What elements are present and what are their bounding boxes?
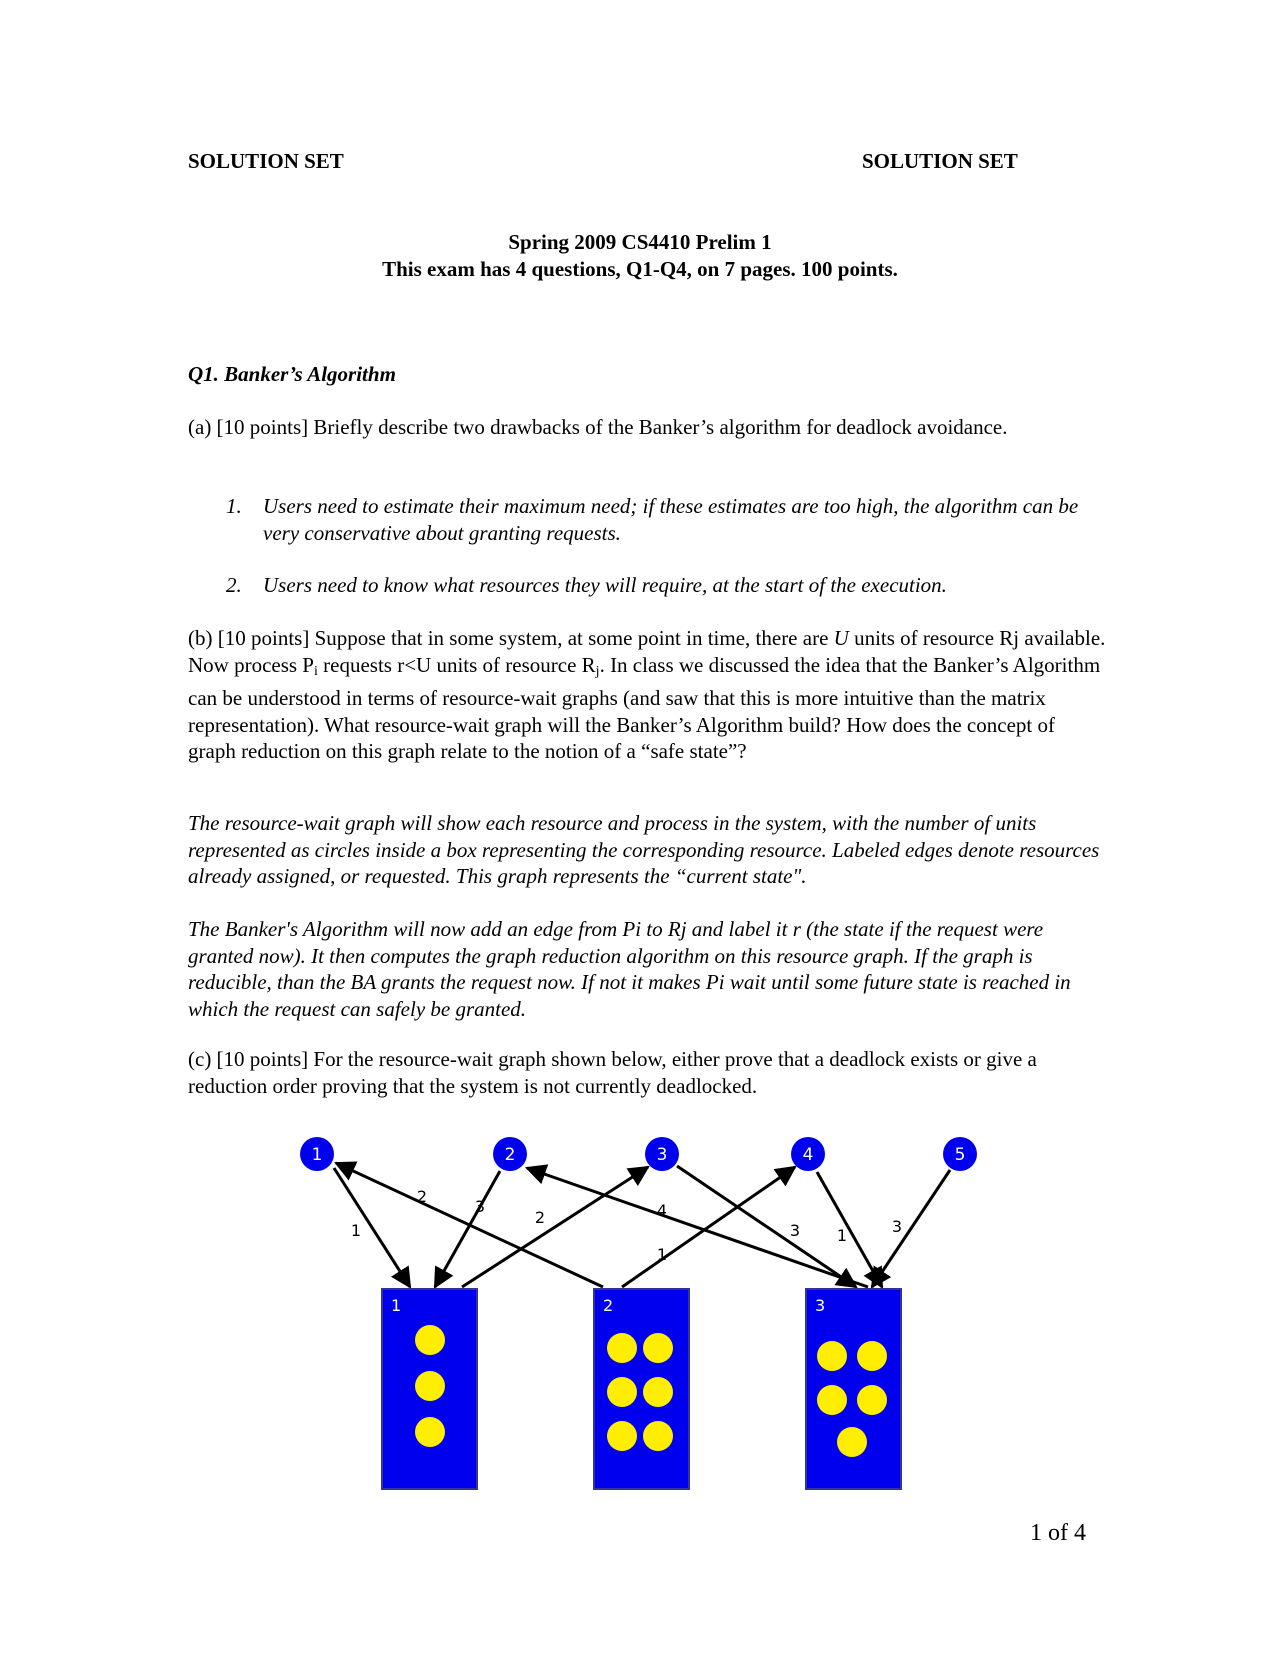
resource-unit-dot [607, 1377, 637, 1407]
process-label-1: 1 [311, 1145, 323, 1165]
q1-heading: Q1. Banker’s Algorithm [188, 362, 396, 386]
process-label-3: 3 [656, 1145, 668, 1165]
resource-unit-dot [415, 1325, 445, 1355]
q1b-sub-j: j [595, 663, 600, 679]
resource-label-2: 2 [603, 1296, 614, 1315]
edge-p3-to-r3 [677, 1166, 856, 1287]
edge-label: 2 [534, 1208, 546, 1227]
process-label-5: 5 [954, 1145, 966, 1165]
resource-unit-dot [643, 1421, 673, 1451]
edge-label: 3 [474, 1197, 486, 1216]
q1b-prompt-part1: (b) [10 points] Suppose that in some system, at some point in time, there are [188, 626, 834, 650]
exam-title-line2: This exam has 4 questions, Q1-Q4, on 7 pages. 100 points. [382, 257, 898, 281]
resource-unit-dot [857, 1341, 887, 1371]
edge-label: 1 [350, 1221, 362, 1240]
q1b-prompt-U: U [833, 626, 849, 650]
resource-unit-dot [643, 1377, 673, 1407]
resource-unit-dot [837, 1427, 867, 1457]
resource-unit-dot [415, 1417, 445, 1447]
edge-r1-to-p3 [462, 1167, 648, 1287]
resource-unit-dot [607, 1421, 637, 1451]
edge-label: 4 [656, 1201, 668, 1220]
q1b-answer-2: The Banker's Algorithm will now add an edge from Pi to Rj and label it r (the state if the request were granted now). It then computes the graph reduction algorithm on this resource graph. If the graph is reducible, than the BA grants the request now. If not it makes Pi wait until some future state is reached in which the request can safely be granted. [188, 917, 1071, 1021]
resource-box-3 [806, 1289, 901, 1489]
q1b-prompt-part4: . In class we discussed the idea that the Banker’s Algorithm can be understood in terms of resource-wait graphs (and saw that this is more intuitive than the matrix representation). What resource-wait graph will the Banker’s Algorithm build? How does the concept of graph reduction on this graph relate to the notion of a “safe state”? [188, 652, 1101, 763]
resource-unit-dot [607, 1333, 637, 1363]
edge-label: 1 [836, 1226, 848, 1245]
q1a-answer-2-text: Users need to know what resources they will require, at the start of the execution. [263, 573, 947, 597]
q1b-answer-1: The resource-wait graph will show each resource and process in the system, with the number of units represented as circles inside a box representing the corresponding resource. Labeled edges denote resources already assigned, or requested. This graph represents the “current state". [188, 811, 1100, 888]
edge-p1-to-r1 [334, 1168, 410, 1287]
resource-unit-dot [817, 1341, 847, 1371]
q1a-answer-1-text: Users need to estimate their maximum need; if these estimates are too high, the algorithm can be very conservative about granting requests. [263, 494, 1079, 545]
edge-label: 2 [416, 1187, 428, 1206]
q1a-prompt: (a) [10 points] Briefly describe two drawbacks of the Banker’s algorithm for deadlock avoidance. [188, 415, 1008, 439]
resource-label-1: 1 [391, 1296, 402, 1315]
edge-label: 1 [656, 1245, 668, 1264]
edge-r3-to-p2 [527, 1168, 868, 1287]
edge-p5-to-r3 [872, 1170, 950, 1287]
q1c-prompt: (c) [10 points] For the resource-wait graph shown below, either prove that a deadlock exists or give a reduction order proving that the system is not currently deadlocked. [188, 1047, 1037, 1098]
exam-title-line1: Spring 2009 CS4410 Prelim 1 [508, 230, 772, 254]
q1a-answer-2-number: 2. [226, 573, 242, 597]
edge-label: 3 [789, 1221, 801, 1240]
edge-p4-to-r3 [817, 1172, 882, 1287]
q1b-sub-i: i [314, 663, 318, 679]
process-label-4: 4 [802, 1145, 814, 1165]
resource-unit-dot [415, 1371, 445, 1401]
resource-unit-dot [857, 1385, 887, 1415]
page-number: 1 of 4 [1030, 1520, 1086, 1546]
resource-unit-dot [643, 1333, 673, 1363]
q1b-prompt-part2: units of resource Rj available. Now process P [188, 626, 1106, 677]
resource-unit-dot [817, 1385, 847, 1415]
q1b-prompt-part3: requests r<U units of resource R [317, 652, 596, 677]
q1a-answer-1-number: 1. [226, 494, 242, 518]
edge-label: 3 [891, 1217, 903, 1236]
header-right: SOLUTION SET [862, 149, 1018, 173]
header-left: SOLUTION SET [188, 149, 344, 173]
resource-label-3: 3 [815, 1296, 826, 1315]
process-label-2: 2 [504, 1145, 516, 1165]
